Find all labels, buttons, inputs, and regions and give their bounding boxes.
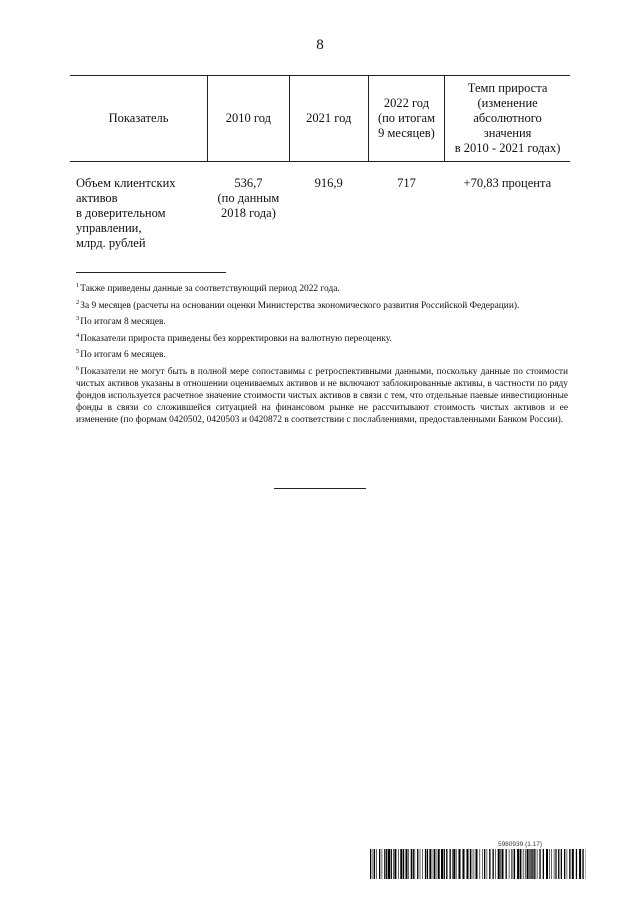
footnote-divider xyxy=(76,272,226,273)
footnote-number: 1 xyxy=(76,282,80,289)
table-header-row xyxy=(70,76,570,162)
footnote-text: Показатели прироста приведены без корректировки на валютную переоценку. xyxy=(80,333,392,344)
footnote-text: За 9 месяцев (расчеты на основании оценки Министерства экономического развития Российской Федерации). xyxy=(80,300,520,311)
cell-2022: 717 xyxy=(397,176,416,190)
footnote-text: По итогам 8 месяцев. xyxy=(80,317,166,327)
footnote-text: Также приведены данные за соответствующий период 2022 года. xyxy=(80,284,340,294)
footnote-number: 3 xyxy=(76,315,80,322)
header-indicator: Показатель xyxy=(70,76,208,162)
page-number: 8 xyxy=(316,37,324,53)
end-of-text-divider xyxy=(274,488,366,489)
footnote-number: 4 xyxy=(76,331,80,339)
header-2022: 2022 год (по итогам 9 месяцев) xyxy=(368,76,444,162)
cell-2010: 536,7 (по данным 2018 года) xyxy=(217,176,280,220)
footnote xyxy=(76,363,568,426)
footnote xyxy=(76,280,568,295)
footnote xyxy=(76,313,568,328)
cell-2021: 916,9 xyxy=(314,176,343,190)
footnote xyxy=(76,346,568,361)
header-growth-rate: Темп прироста (изменение абсолютного значения в 2010 - 2021 годах) xyxy=(445,76,570,162)
footnote-text: Показатели не могут быть в полной мере сопоставимы с ретроспективными данными, поскольку данные по стоимости чистых активов указаны в отношении оцениваемых активов и не включают заблокированные активы, в частности по ряду фондов используется расчетное значение стоимости чистых активов в связи с тем, что отдельные паевые инвестиционные фонды в связи со сложившейся ситуацией на финансовом рынке не рассчитывают стоимость чистых активов и ее изменение (по формам 0420502, 0420503 и 0420872 в соответствии с послаблениями, предоставленными Банком России). xyxy=(76,366,568,425)
document-code: 5980939 (1.17) xyxy=(497,841,543,848)
cell-growth-rate: +70,83 процента xyxy=(463,176,552,190)
header-2021: 2021 год xyxy=(289,76,368,162)
footnote-number: 6 xyxy=(76,364,80,372)
footnotes xyxy=(76,280,568,427)
header-2010: 2010 год xyxy=(208,76,290,162)
footnote xyxy=(76,297,568,312)
barcode-image xyxy=(370,849,586,879)
cell-indicator: Объем клиентских активов в доверительном управлении, млрд. рублей xyxy=(76,176,176,250)
footnote-number: 2 xyxy=(76,298,80,306)
footnote xyxy=(76,330,568,345)
footnote-number: 5 xyxy=(76,348,80,355)
table-row xyxy=(70,162,570,256)
footnote-text: По итогам 6 месяцев. xyxy=(80,350,166,360)
indicator-table xyxy=(70,75,570,255)
